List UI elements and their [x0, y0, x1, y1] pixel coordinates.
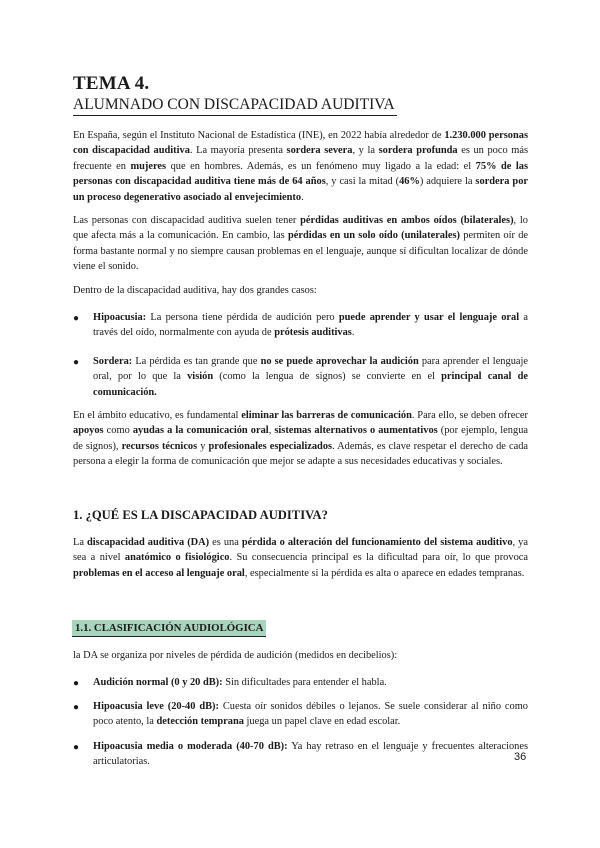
text-run: , y la [352, 145, 379, 157]
bold-text-run: Audición normal (0 y 20 dB): [93, 677, 223, 688]
bold-text-run: sistemas alternativos o aumentativos [274, 425, 438, 437]
bold-text-run: apoyos [73, 425, 104, 437]
text-run: Cuesta oír sonidos débiles o lejanos. Se suele considerar al niño como poco atento, la [93, 701, 528, 728]
bullet-icon: ● [73, 702, 80, 713]
bold-text-run: sordera profunda [378, 145, 458, 157]
text-run: La persona tiene pérdida de audición pero [146, 312, 339, 323]
bold-text-run: Hipoacusia media o moderada (40-70 dB): [93, 741, 288, 752]
text-run: como [103, 425, 133, 437]
text-run: la DA se organiza por niveles de pérdida de audición (medidos en decibelios): [73, 650, 398, 661]
text-run: La pérdida es tan grande que [132, 356, 261, 367]
bold-text-run: 75% de las personas con discapacidad auditiva tiene más de 64 años [73, 160, 528, 188]
case-hipoacusia [93, 310, 528, 341]
text-run: , [268, 425, 275, 437]
text-run: es un poco más frecuente en [73, 145, 529, 172]
bold-text-run: profesionales especializados [208, 440, 333, 452]
section-1-1-intro [73, 648, 528, 663]
bold-text-run: anatómico o fisiológico [124, 552, 230, 564]
education-paragraph [73, 408, 528, 470]
text-run: . Su consecuencia principal es la dificultad para oír, lo que provoca [229, 552, 528, 564]
bold-text-run: Sordera: [93, 356, 133, 367]
bold-text-run: 46% [399, 176, 420, 188]
bold-text-run: pérdidas auditivas en ambos oídos (bilaterales) [300, 215, 514, 226]
bullet-icon: ● [73, 678, 80, 689]
text-run: , especialmente si la pérdida es alta o aparece en edades tempranas. [244, 567, 525, 579]
bold-text-run: pérdidas en un solo oído (unilaterales) [287, 230, 461, 242]
bold-text-run: recursos técnicos [121, 440, 198, 452]
bullet-icon: ● [73, 357, 80, 368]
bold-text-run: sordera severa [286, 145, 353, 157]
text-run: para aprender el lenguaje oral, por lo que la [93, 356, 529, 383]
bold-text-run: 1.230.000 personas con discapacidad auditiva [73, 130, 529, 157]
text-run: La [73, 537, 87, 548]
text-run: En el ámbito educativo, es fundamental [73, 410, 242, 421]
section-1-body [73, 535, 528, 581]
text-run: , ya sea a nivel [73, 537, 528, 564]
text-run: En España, según el Instituto Nacional de Estadística (INE), en 2022 había alrededor de [73, 130, 445, 141]
bold-text-run: detección temprana [156, 716, 244, 728]
bold-text-run: ayudas a la comunicación oral [132, 425, 269, 437]
text-run: , lo que afecta más a la comunicación. En cambio, las [73, 215, 528, 242]
case-sordera [93, 354, 528, 400]
bullet-icon: ● [73, 742, 80, 753]
bold-text-run: eliminar las barreras de comunicación [241, 410, 412, 421]
text-run: y [197, 440, 209, 452]
bold-text-run: problemas en el acceso al lenguaje oral [73, 567, 245, 579]
text-run: . Además, es clave respetar el derecho de cada persona a elegir la forma de comunicación que mejor se adapte a sus necesidades educativas y sociales. [73, 440, 528, 468]
text-run: juega un papel clave en edad escolar. [243, 716, 401, 728]
bold-text-run: no se puede aprovechar la audición [260, 356, 419, 367]
bold-text-run: principal canal de comunicación. [93, 371, 528, 398]
bold-text-run: mujeres [130, 160, 167, 172]
text-run: Las personas con discapacidad auditiva suelen tener [73, 215, 301, 226]
bold-text-run: pérdida o alteración del funcionamiento del sistema auditivo [241, 537, 513, 548]
chapter-title: TEMA 4. [73, 73, 150, 94]
text-run: . [351, 327, 355, 339]
intro-paragraph-1 [73, 128, 528, 205]
text-run: que en hombres. Además, es un fenómeno muy ligado a la edad: el [166, 160, 476, 172]
level-normal [93, 675, 528, 690]
section-1-1-heading: 1.1. CLASIFICACIÓN AUDIOLÓGICA [72, 620, 266, 637]
text-run: ) adquiere la [419, 176, 476, 188]
bullet-icon: ● [73, 313, 80, 324]
chapter-subtitle: ALUMNADO CON DISCAPACIDAD AUDITIVA [73, 96, 397, 116]
text-run: . [301, 191, 304, 203]
text-run: Dentro de la discapacidad auditiva, hay dos grandes casos: [73, 285, 317, 296]
text-run: permiten oír de forma bastante normal y no siempre causan problemas en el lenguaje, aunque sí dificultan localizar de dónde viene el sonido. [73, 230, 529, 273]
text-run: Sin dificultades para entender el habla. [222, 677, 387, 688]
text-run: . La mayoría presenta [189, 145, 287, 157]
intro-paragraph-2 [73, 213, 528, 275]
level-moderada [93, 739, 528, 770]
bold-text-run: discapacidad auditiva (DA) [87, 537, 210, 548]
page-number: 36 [514, 751, 527, 763]
text-run: Ya hay retraso en el lenguaje y frecuentes alteraciones articulatorias. [93, 741, 529, 768]
bold-text-run: puede aprender y usar el lenguaje oral [338, 312, 520, 323]
text-run: , y casi la mitad ( [325, 176, 400, 188]
text-run: . Para ello, se deben ofrecer [411, 410, 528, 421]
text-run: es una [209, 537, 242, 548]
text-run: (por ejemplo, lengua de signos), [73, 425, 528, 452]
bold-text-run: visión [187, 371, 214, 383]
bold-text-run: sordera por un proceso degenerativo asociado al envejecimiento [73, 176, 529, 203]
text-run: a través del oído, normalmente con ayuda de [93, 312, 529, 339]
bold-text-run: prótesis auditivas [274, 327, 352, 339]
level-leve [93, 699, 528, 730]
section-1-heading: 1. ¿QUÉ ES LA DISCAPACIDAD AUDITIVA? [73, 508, 328, 522]
bold-text-run: Hipoacusia leve (20-40 dB): [93, 701, 219, 712]
bold-text-run: Hipoacusia: [93, 312, 147, 323]
text-run: (como la lengua de signos) se convierte en el [213, 371, 442, 383]
intro-paragraph-3 [73, 283, 528, 298]
